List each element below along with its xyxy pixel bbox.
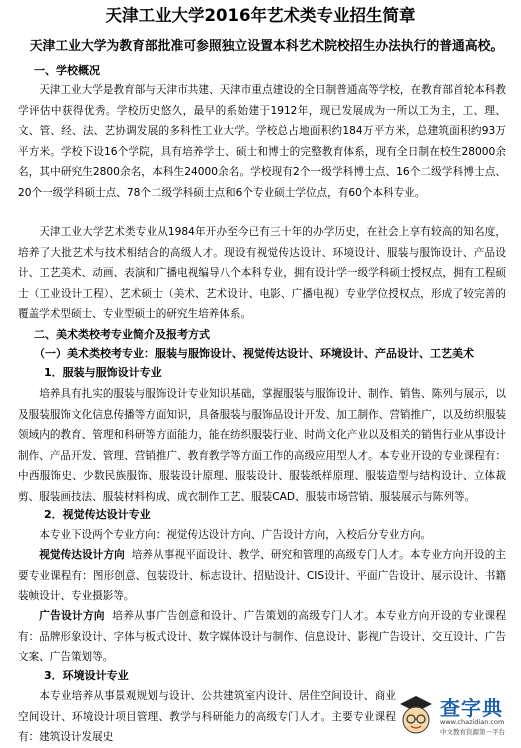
major2-dir1 <box>18 545 506 607</box>
major2-dir2-text: 培养从事广告创意和设计、广告策划的高级专门人才。本专业方向开设的专业课程有：品牌形象设计、字体与板式设计、数字媒体设计与制作、信息设计、影视广告设计、交互设计、广告文案、广告策划等。 <box>18 610 507 663</box>
major2-heading: 2．视觉传达设计专业 <box>44 508 151 521</box>
page-title: 天津工业大学2016年艺术类专业招生简章 <box>105 6 416 25</box>
major2-dir1-text: 培养从事视平面设计、教学、研究和管理的高级专门人才。本专业方向开设的主要专业课程有：图形创意、包装设计、标志设计、招贴设计、CIS设计、平面广告设计、展示设计、书籍装帧设计、专业摄影等。 <box>18 549 506 602</box>
watermark-logo <box>396 690 518 738</box>
watermark-tagline: 中文教育资源第一平台 <box>440 728 505 736</box>
section2-heading: 二、美术类校考专业简介及报考方式 <box>34 328 210 341</box>
section1-heading: 一、学校概况 <box>34 64 100 77</box>
major3-para: 本专业培养从事景观规划与设计、公共建筑室内设计、居住空间设计、商业空间设计、环境设计项目管理、教学与科研能力的高级专门人才。主要专业课程有：建筑设计发展史 <box>18 690 396 743</box>
section2-sub1: （一）美术类校考专业：服装与服饰设计、视觉传达设计、环境设计、产品设计、工艺美术 <box>34 347 474 360</box>
section1-para2: 天津工业大学艺术类专业从1984年开办至今已有三十年的办学历史，在社会上享有较高的知名度，培养了大批艺术与技术相结合的高级人才。现设有视觉传达设计、环境设计、服装与服饰设计、产品设计、工艺美术、动画、表演和广播电视编导八个本科专业，拥有设计学一级学科硕士授权点，拥有工程硕士（工业设计工程）、艺术硕士（美术、艺术设计、电影、广播电视）专业学位授权点，形成了较完善的覆盖学术型硕士、专业型硕士的研究生培养体系。 <box>18 226 506 320</box>
major2-dir2-label: 广告设计方向 <box>39 610 105 622</box>
major2-dir2 <box>18 606 506 668</box>
major2-para: 本专业下设两个专业方向：视觉传达设计方向、广告设计方向，入校后分专业方向。 <box>39 529 432 541</box>
major1-heading: 1．服装与服饰设计专业 <box>44 366 162 379</box>
lead-statement: 天津工业大学为教育部批准可参照独立设置本科艺术院校招生办法执行的普通高校。 <box>29 39 504 54</box>
mascot-icon <box>396 692 436 736</box>
major3-heading: 3．环境设计专业 <box>44 669 129 682</box>
major1-para: 培养具有扎实的服装与服饰设计专业知识基础，掌握服装与服饰设计、制作、销售、陈列与展示，以及服装服饰文化信息传播等方面知识，具备服装与服饰品设计开发、加工制作、营销推广，以及纺织服装领域内的教育、管理和科研等方面能力，能在纺织服装行业、时尚文化产业以及相关的销售行业从事设计制作、产品开发、管理、营销推广、教育教学等方面工作的高级应用型人才。本专业开设的专业课程有：中西服饰史、少数民族服饰、服装设计原理、服装设计、服装纸样原理、服装造型与结构设计、立体裁剪、服装画技法、服装材料构成、成衣制作工艺、服装CAD、服装市场营销、服装展示与陈列等。 <box>18 388 506 503</box>
major2-dir1-label: 视觉传达设计方向 <box>39 549 125 561</box>
section1-para1: 天津工业大学是教育部与天津市共建、天津市重点建设的全日制普通高等学校，在教育部首轮本科教学评估中获得优秀。学校历史悠久，最早的系始建于1912年，现已发展成为一所以工为主，工、理、文、管、经、法、艺协调发展的多科性工业大学。学校总占地面积约184万平方米，总建筑面积约93万平方米。学校下设16个学院，具有培养学士、硕士和博士的完整教育体系，现有全日制在校生28000余名，其中研究生2800余名，本科生24000余名。学校现有2个一级学科博士点、16个二级学科博士点、20个一级学科硕士点、78个二级学科硕士点和6个专业硕士学位点，有60个本科专业。 <box>18 84 506 199</box>
watermark-brand: 查字典 <box>440 696 503 720</box>
watermark-url: www.chazidian.com <box>440 718 505 726</box>
